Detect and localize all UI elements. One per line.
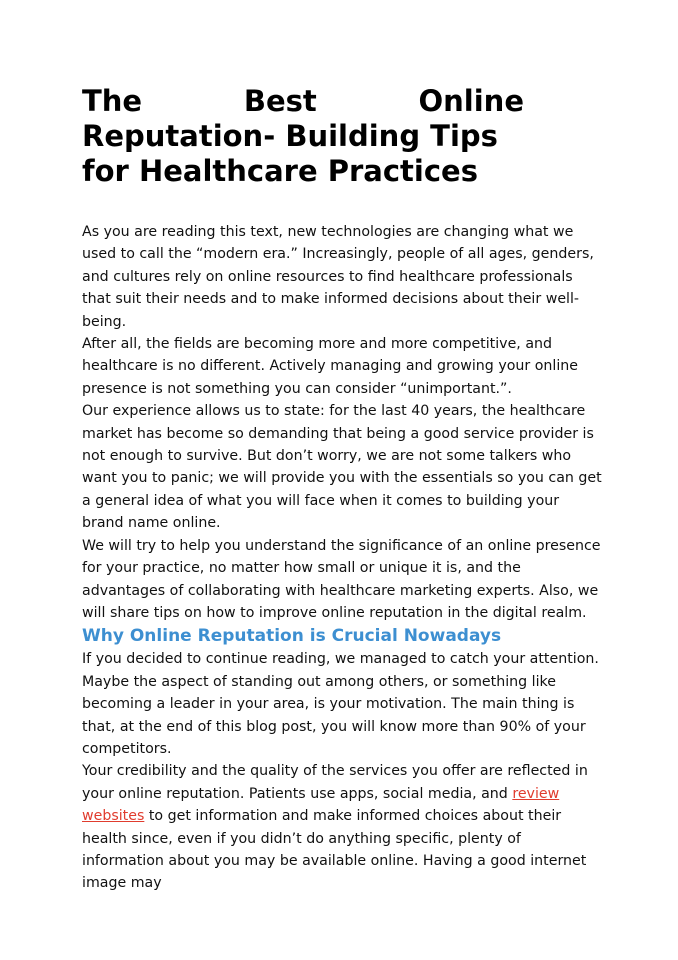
page-title: [82, 84, 524, 189]
title-line: The Best Online: [82, 84, 524, 118]
paragraph: Our experience allows us to state: for the last 40 years, the healthcare market has become so demanding that being a good service provider is not enough to survive. But don’t worry, we are not some talkers who want you to panic; we will provide you with the essentials so you can get a general idea of what you will face when it comes to building your brand name online.: [82, 403, 602, 532]
review-websites-link[interactable]: review websites: [82, 785, 560, 825]
section-heading: Why Online Reputation is Crucial Nowadays: [82, 626, 502, 647]
paragraph: [82, 760, 602, 894]
paragraph: that, at the end of this blog post, you will know more than 90% of your competitors.: [82, 718, 586, 757]
article-body: [82, 221, 602, 895]
paragraph: We will try to help you understand the significance of an online presence for your practice, no matter how small or unique it is, and the advantages of collaborating with healthcare marketing experts. Also, we will share tips on how to improve online reputation in the digital realm.: [82, 537, 601, 621]
paragraph-text: Your credibility and the quality of the services you offer are reflected in your online reputation. Patients use apps, social media, and: [82, 763, 588, 802]
paragraph-text: to get information and make informed choices about their health since, even if you didn’t do anything specific, plenty of information about you may be available online. Having a good internet image may: [82, 808, 587, 892]
paragraph: If you decided to continue reading, we managed to catch your attention. Maybe the aspect of standing out among others, or something like becoming a leader in your area, is your motivation. The main thing is: [82, 651, 599, 713]
paragraph: After all, the fields are becoming more and more competitive, and healthcare is no different. Actively managing and growing your online presence is not something you can consider “unimportant.”.: [82, 336, 579, 397]
title-line: for Healthcare Practices: [82, 154, 478, 188]
title-line: Reputation- Building Tips: [82, 119, 498, 153]
paragraph: As you are reading this text, new technologies are changing what we used to call the “modern era.” Increasingly, people of all ages, genders, and cultures rely on online resources to find healthcare professionals that suit their needs and to make informed decisions about their well-being.: [82, 224, 594, 330]
